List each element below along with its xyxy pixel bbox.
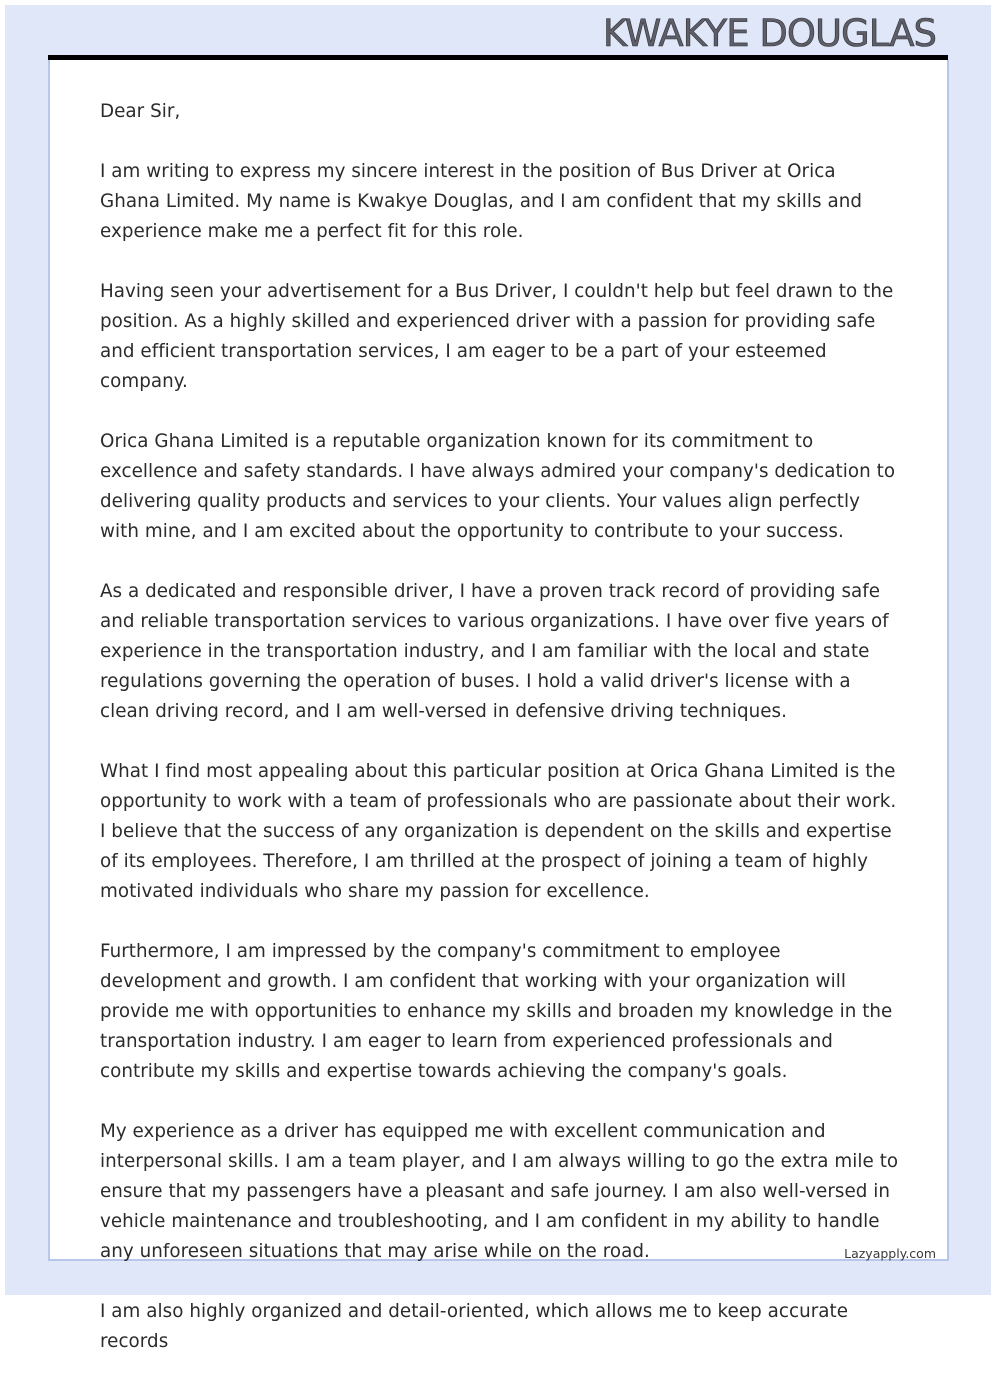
- paragraph-8: I am also highly organized and detail-oriented, which allows me to keep accurate records: [100, 1301, 849, 1352]
- applicant-name: KWAKYE DOUGLAS: [602, 12, 936, 55]
- paragraph-3: Orica Ghana Limited is a reputable organization known for its commitment to excellence and safety standards. I have always admired your company's dedication to delivering quality products and services to your clients. Your values align perfectly with mine, and I am excited about the opportunity to contribute to your success.: [100, 431, 896, 542]
- watermark: Lazyapply.com: [844, 1246, 936, 1261]
- paragraph-7: My experience as a driver has equipped me with excellent communication and interpersonal skills. I am a team player, and I am always willing to go the extra mile to ensure that my passengers have a pleasant and safe journey. I am also well-versed in vehicle maintenance and troubleshooting, and I am confident in my ability to handle any unforeseen situations that may arise while on the road.: [100, 1121, 899, 1262]
- bottom-edge: [0, 1295, 996, 1300]
- letter-body: [100, 97, 900, 1387]
- paragraph-5: What I find most appealing about this particular position at Orica Ghana Limited is the opportunity to work with a team of professionals who are passionate about their work. I believe that the success of any organization is dependent on the skills and expertise of its employees. Therefore, I am thrilled at the prospect of joining a team of highly motivated individuals who share my passion for excellence.: [100, 761, 897, 902]
- paragraph-1: I am writing to express my sincere interest in the position of Bus Driver at Orica Ghana Limited. My name is Kwakye Douglas, and I am confident that my skills and experience make me a perfect fit for this role.: [100, 161, 863, 242]
- paragraph-4: As a dedicated and responsible driver, I have a proven track record of providing safe and reliable transportation services to various organizations. I have over five years of experience in the transportation industry, and I am familiar with the local and state regulations governing the operation of buses. I hold a valid driver's license with a clean driving record, and I am well-versed in defensive driving techniques.: [100, 581, 889, 722]
- paragraph-6: Furthermore, I am impressed by the company's commitment to employee development and growth. I am confident that working with your organization will provide me with opportunities to enhance my skills and broaden my knowledge in the transportation industry. I am eager to learn from experienced professionals and contribute my skills and expertise towards achieving the company's goals.: [100, 941, 893, 1082]
- paragraph-2: Having seen your advertisement for a Bus Driver, I couldn't help but feel drawn to the position. As a highly skilled and experienced driver with a passion for providing safe and efficient transportation services, I am eager to be a part of your esteemed company.: [100, 281, 894, 392]
- salutation: Dear Sir,: [100, 101, 181, 122]
